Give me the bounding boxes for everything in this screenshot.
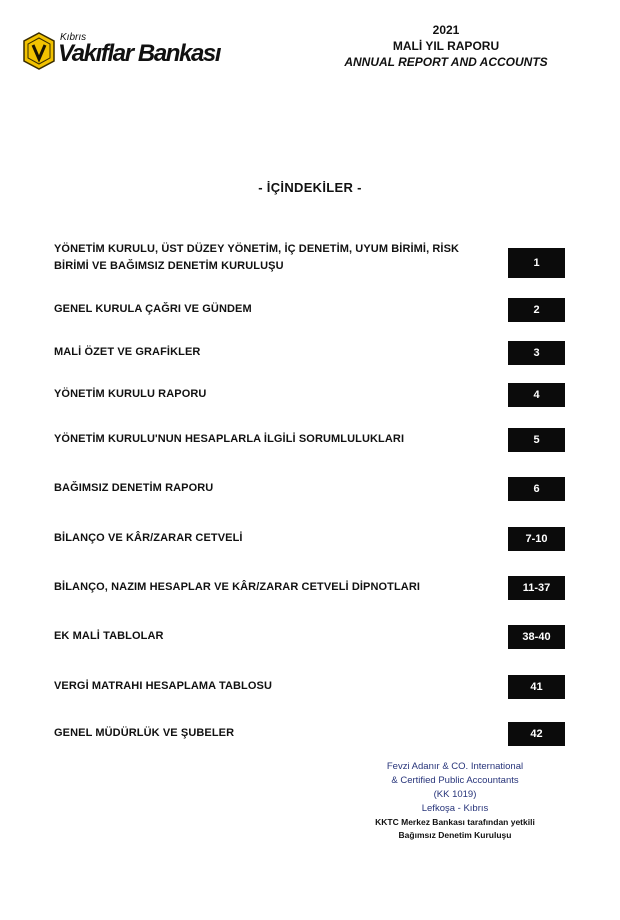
- toc-entry-label: YÖNETİM KURULU, ÜST DÜZEY YÖNETİM, İÇ DENETİM, UYUM BİRİMİ, RİSK BİRİMİ VE BAĞIMSIZ DENETİM KURULUŞU: [54, 243, 460, 272]
- toc-title: - İÇİNDEKİLER -: [258, 180, 362, 195]
- toc-page-badge: 7-10: [508, 527, 565, 551]
- report-title-en: ANNUAL REPORT AND ACCOUNTS: [344, 55, 548, 69]
- toc-page-badge: 41: [508, 675, 565, 699]
- toc-entry-label: VERGİ MATRAHI HESAPLAMA TABLOSU: [54, 680, 273, 692]
- toc-entry-label: GENEL MÜDÜRLÜK VE ŞUBELER: [54, 727, 235, 739]
- logo-subtitle: Kıbrıs: [60, 32, 87, 43]
- toc-entry-label: BİLANÇO VE KÂR/ZARAR CETVELİ: [54, 532, 243, 544]
- toc-page-badge: 2: [508, 298, 565, 322]
- toc-entry-label: EK MALİ TABLOLAR: [54, 630, 164, 642]
- report-year: 2021: [432, 23, 460, 37]
- toc-page-badge: 38-40: [508, 625, 565, 649]
- toc-page-badge: 42: [508, 722, 565, 746]
- toc-entry-label: BAĞIMSIZ DENETİM RAPORU: [54, 482, 214, 494]
- bank-logo: [22, 32, 221, 76]
- stamp-line-5: KKTC Merkez Bankası tarafından yetkili: [375, 817, 535, 827]
- stamp-line-3: (KK 1019): [433, 789, 477, 800]
- toc-page-badge: 6: [508, 477, 565, 501]
- stamp-line-1: Fevzi Adanır & CO. International: [386, 761, 524, 772]
- toc-entry-label: BİLANÇO, NAZIM HESAPLAR VE KÂR/ZARAR CETVELİ DİPNOTLARI: [54, 581, 421, 593]
- report-title-tr: MALİ YIL RAPORU: [392, 39, 500, 53]
- bank-emblem-icon: [22, 32, 56, 70]
- toc-page-badge: 5: [508, 428, 565, 452]
- stamp-line-2: & Certified Public Accountants: [391, 775, 519, 786]
- stamp-line-6: Bağımsız Denetim Kuruluşu: [398, 830, 512, 840]
- logo-name: Vakıflar Bankası: [58, 40, 221, 67]
- toc-entry-label: GENEL KURULA ÇAĞRI VE GÜNDEM: [54, 303, 252, 315]
- toc-page-badge: 11-37: [508, 576, 565, 600]
- toc-page-badge: 4: [508, 383, 565, 407]
- auditor-stamp: [320, 760, 590, 842]
- toc-entry-label: YÖNETİM KURULU RAPORU: [54, 388, 207, 400]
- stamp-line-4: Lefkoşa - Kıbrıs: [421, 803, 489, 814]
- toc-page-badge: 1: [508, 248, 565, 278]
- toc-page-badge: 3: [508, 341, 565, 365]
- report-header: [326, 22, 566, 70]
- toc-entry-label: MALİ ÖZET VE GRAFİKLER: [54, 346, 201, 358]
- toc-entry-label: YÖNETİM KURULU'NUN HESAPLARLA İLGİLİ SORUMLULUKLARI: [54, 433, 405, 445]
